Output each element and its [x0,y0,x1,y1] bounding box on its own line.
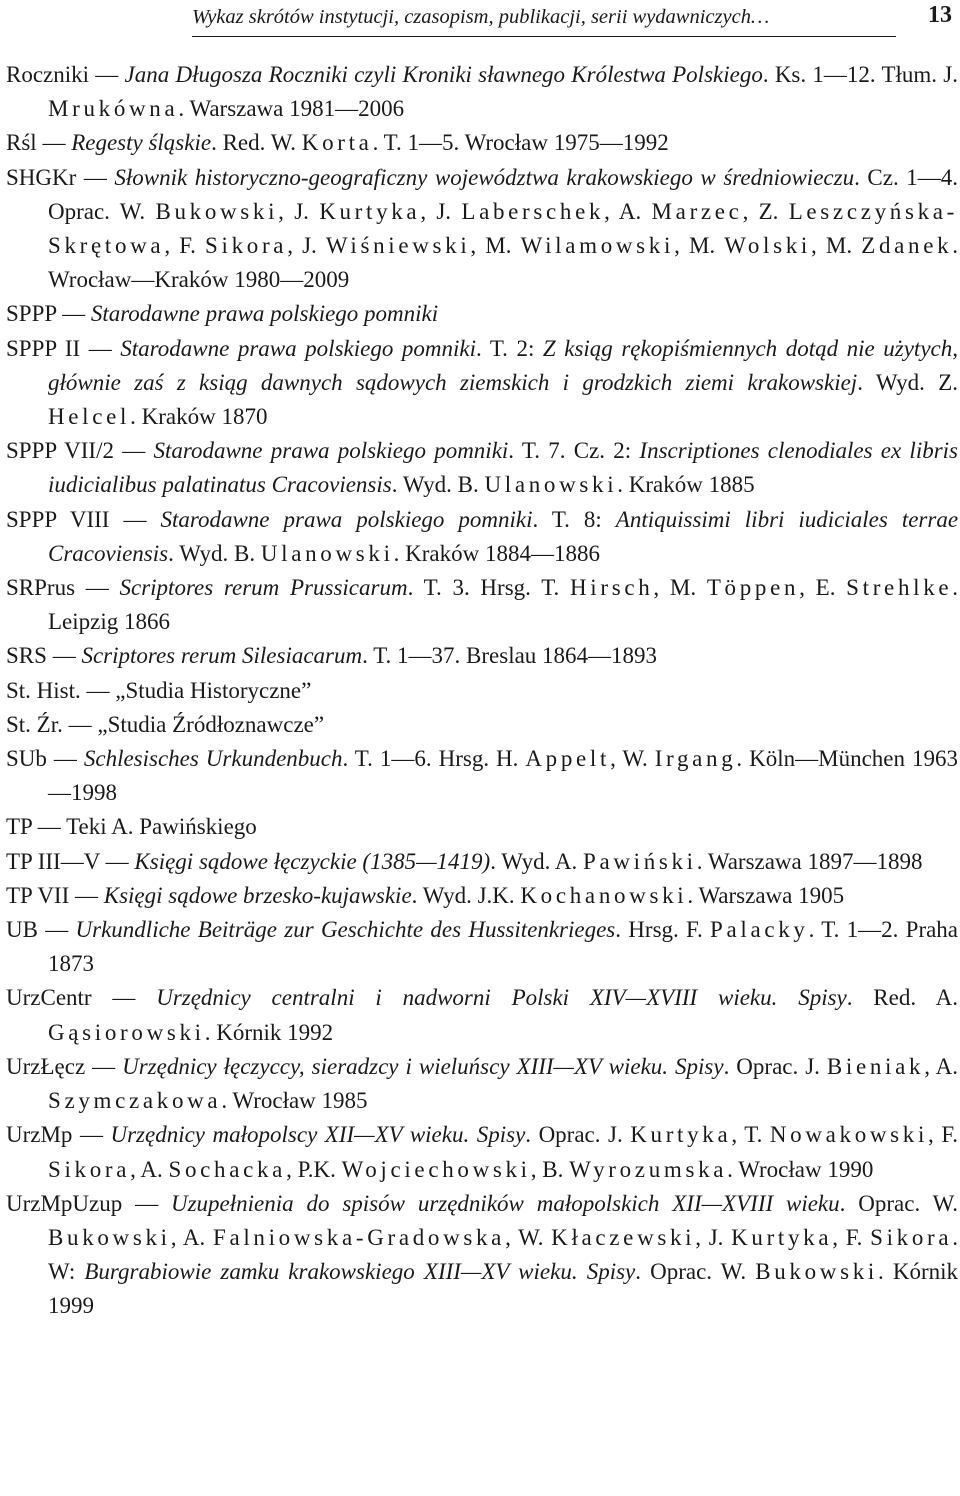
page-number: 13 [928,2,952,28]
entry-person-name: Zdanek [861,233,953,259]
entry-person-name: Bukowski [48,1224,171,1250]
entry-detail-text: . Warszawa 1981—2006 [178,96,405,122]
entry-detail-text: Teki A. Pawińskiego [66,814,257,840]
entry-detail-text: . Wrocław 1990 [727,1156,874,1182]
entry-tp [6,810,958,844]
entry-abbreviation: St. Hist. [6,677,81,703]
entry-person-name: Nowakowski [769,1122,929,1148]
entry-abbreviation: SPPP VII/2 [6,438,114,464]
entry-detail-text: . Warszawa 1897—1898 [696,848,923,874]
entry-person-name: Leszczyńska-Skrętowa [48,198,958,259]
entry-abbreviation: TP III—V [6,848,100,874]
entry-abbreviation: UrzMpUzup [6,1190,123,1216]
entry-person-name: Helcel [48,404,131,430]
entry-detail-text: , W. [610,746,655,772]
entry-dash: — [75,575,120,601]
entry-detail-text: , J. [695,1224,732,1250]
entry-title-text: Księgi sądowe łęczyckie (1385—1419) [134,848,491,874]
entry-person-name: Kłaczewski [551,1224,696,1250]
entry-detail-text: , A. [924,1053,959,1079]
entry-detail-text: „Studia Historyczne” [115,677,312,703]
entry-srs [6,639,958,673]
header-rule [192,36,896,37]
entry-title-text: Regesty śląskie [71,130,212,156]
entry-abbreviation: UrzŁęcz [6,1053,86,1079]
entry-dash: — [69,882,104,908]
entry-person-name: Wojciechowski [341,1156,531,1182]
entry-person-name: Korta [301,130,373,156]
entry-tp-iii-v [6,845,958,879]
entry-detail-text: . T. 1—37. Breslau 1864—1893 [362,643,658,669]
entry-person-name: Sikora [205,233,288,259]
entry-person-name: Sochacka [168,1156,287,1182]
entry-detail-text: . Hrsg. F. [615,917,711,943]
entry-detail-text: , T. [731,1122,770,1148]
entry-title-text: Schlesisches Urkundenbuch [83,746,343,772]
entry-person-name: Töppen [706,575,800,601]
entry-urzcentr [6,981,958,1049]
entry-title-text: Słownik historyczno-geograficzny województwa krakowskiego w średniowieczu [114,164,855,190]
entry-detail-text: . Wyd. A. [490,848,583,874]
entry-abbreviation: SPPP II [6,335,81,361]
entry-sppp-vii-2 [6,434,958,502]
entry-detail-text: . Wyd. B. [168,540,261,566]
entry-detail-text: , Z. [742,198,789,224]
entry-detail-text: , M. [810,233,862,259]
entry-dash: — [99,848,135,874]
running-head [6,0,952,42]
entry-detail-text: . T. 1—2. Praha 1873 [48,917,959,977]
entry-urzmp [6,1118,958,1186]
entry-detail-text: . Ks. 1—12. Tłum. J. [762,62,958,87]
entry-dash: — [113,438,154,464]
entry-detail-text: . Wyd. B. [391,472,485,498]
entry-person-name: Bukowski [755,1259,878,1285]
entry-detail-text: . Cz. 1—4. Oprac. W. [48,164,958,224]
entry-detail-text: , B. [530,1156,570,1182]
entry-dash: — [76,164,115,190]
entry-person-name: Gąsiorowski [48,1019,205,1045]
entry-detail-text: , M. [653,575,707,601]
entry-detail-text: . Oprac. J. [723,1053,827,1079]
entry-ub [6,913,958,981]
entry-detail-text: „Studia Źródłoznawcze” [97,711,325,737]
entry-person-name: Bieniak [826,1053,925,1079]
entry-sppp-ii [6,332,958,435]
entry-detail-text: . Köln—München 1963—1998 [48,746,958,806]
entry-person-name: Wiśniewski [325,233,471,259]
entry-title-text: Antiquissimi libri iudiciales terrae Cracoviensis [48,506,959,566]
entry-dash: — [80,677,116,703]
entry-title-text: Jana Długosza Roczniki czyli Kroniki sławnego Królestwa Polskiego [124,62,763,87]
entry-shgkr [6,161,958,298]
entry-person-name: Ulanowski [484,472,618,498]
entry-person-name: Wolski [724,233,811,259]
entry-detail-text: . Oprac. W. [635,1259,756,1285]
entry-detail-text: . Kraków 1885 [617,472,755,498]
entry-abbreviation: UB [6,917,38,943]
entry-person-name: Sikora [870,1224,953,1250]
entry-detail-text: . T. 7. Cz. 2: [508,438,640,464]
entry-title-text: Urzędnicy małopolscy XII—XV wieku. Spisy [110,1122,526,1148]
entry-person-name: Kurtyka [630,1122,732,1148]
entry-detail-text: , F. [832,1224,871,1250]
entry-dash: — [122,1190,171,1216]
entry-dash: — [91,985,157,1011]
entry-title-text: Księgi sądowe brzesko-kujawskie [103,882,412,908]
entry-detail-text: , W. [505,1224,552,1250]
entry-detail-text: . Wyd. J.K. [411,882,521,908]
entry-title-text: Urzędnicy centralni i nadworni Polski XIV—XVIII wieku. Spisy [156,985,847,1011]
entry-dash: — [109,506,161,532]
entry-urzmpuzup [6,1187,958,1324]
entry-person-name: Falniowska-Gradowska [213,1224,506,1250]
entry-detail-text: , A. [130,1156,169,1182]
entry-abbreviation: Roczniki [6,62,90,87]
entry-person-name: Mrukówna [48,96,179,122]
entry-urzlecz [6,1050,958,1118]
entry-person-name: Appelt [525,746,611,772]
entry-detail-text: . Leipzig 1866 [48,575,959,635]
entry-dash: — [37,917,76,943]
entry-dash: — [62,711,98,737]
entry-detail-text: , M. [470,233,521,259]
entry-dash: — [56,301,91,327]
entry-person-name: Palacky [710,917,809,943]
entry-roczniki [6,58,958,126]
entry-abbreviation: UrzCentr [6,985,92,1011]
entry-detail-text: , J. [278,198,320,224]
entry-tp-vii [6,879,958,913]
entry-abbreviation: St. Źr. [6,711,63,737]
entry-detail-text: , E. [799,575,847,601]
entry-detail-text: , P.K. [286,1156,342,1182]
entry-detail-text: . Wrocław 1985 [221,1088,368,1114]
entry-person-name: Kochanowski [520,882,688,908]
entry-person-name: Pawiński [582,848,697,874]
entry-detail-text: , M. [674,233,725,259]
entry-title-text: Inscriptiones clenodiales ex libris iudicialibus palatinatus Cracoviensis [48,438,959,498]
entry-detail-text: , J. [287,233,326,259]
entry-person-name: Laberschek [461,198,605,224]
entry-person-name: Szymczakowa [48,1088,222,1114]
entry-detail-text: . W: [48,1224,959,1285]
entry-abbreviation: UrzMp [6,1122,73,1148]
entry-sppp [6,297,958,331]
entry-abbreviation: SRS [6,643,47,669]
entry-detail-text: . Kraków 1870 [130,404,268,430]
entry-title-text: Scriptores rerum Prussicarum [119,575,408,601]
entry-st-hist [6,674,958,708]
entry-abbreviation: Rśl [6,130,37,156]
entry-person-name: Kurtyka [319,198,421,224]
entry-detail-text: . Oprac. J. [525,1122,631,1148]
entry-sppp-viii [6,503,958,571]
entry-person-name: Kurtyka [731,1224,833,1250]
entry-detail-text: . Red. W. [211,130,302,156]
entry-detail-text: . Kórnik 1999 [48,1259,958,1319]
entry-abbreviation: SRPrus [6,575,76,601]
entry-dash: — [46,643,82,669]
entry-person-name: Wyrozumska [569,1156,728,1182]
entry-title-text: Starodawne prawa polskiego pomniki [153,438,509,464]
abbreviation-list [6,58,958,1324]
entry-title-text: Starodawne prawa polskiego pomniki [120,335,476,361]
entry-detail-text: . T. 1—6. Hrsg. H. [342,746,526,772]
entry-detail-text: , A. [604,198,652,224]
entry-detail-text: . Kórnik 1992 [204,1019,334,1045]
entry-dash: — [85,1053,123,1079]
entry-detail-text: , F. [164,233,206,259]
entry-abbreviation: SHGKr [6,164,77,190]
entry-person-name: Ulanowski [260,540,394,566]
entry-srprus [6,571,958,639]
entry-title-text: Uzupełnienia do spisów urzędników małopolskich XII—XVIII wieku [170,1190,840,1216]
entry-person-name: Strehlke [846,575,953,601]
entry-detail-text: . T. 2: [475,335,543,361]
entry-detail-text: . Kraków 1884—1886 [393,540,600,566]
entry-abbreviation: TP [6,814,32,840]
entry-person-name: Bukowski [155,198,279,224]
entry-st-zr [6,708,958,742]
entry-title-text: Urkundliche Beiträge zur Geschichte des Hussitenkrieges [75,917,616,943]
entry-abbreviation: SPPP [6,301,57,327]
entry-dash: — [72,1122,111,1148]
entry-title-text: Starodawne prawa polskiego pomniki [160,506,533,532]
entry-detail-text: . T. 3. Hrsg. T. [407,575,571,601]
entry-detail-text: . Red. A. [846,985,959,1011]
entry-sub [6,742,958,810]
entry-dash: — [46,746,84,772]
running-title: Wykaz skrótów instytucji, czasopism, publikacji, serii wydawniczych… [192,6,770,28]
entry-title-text: Burgrabiowie zamku krakowskiego XIII—XV wieku. Spisy [84,1259,636,1285]
entry-detail-text: . Warszawa 1905 [687,882,845,908]
entry-person-name: Wilamowski [520,233,675,259]
entry-title-text: Scriptores rerum Silesiacarum [81,643,363,669]
entry-rsl [6,126,958,160]
entry-person-name: Irgang [654,746,737,772]
entry-abbreviation: SPPP VIII [6,506,110,532]
entry-dash: — [32,814,67,840]
entry-detail-text: . T. 1—5. Wrocław 1975—1992 [372,130,669,156]
entry-dash: — [36,130,72,156]
entry-abbreviation: TP VII [6,882,70,908]
entry-detail-text: , A. [170,1224,213,1250]
entry-detail-text: . Wrocław—Kraków 1980—2009 [48,233,959,293]
entry-detail-text: , J. [420,198,462,224]
entry-abbreviation: SUb [6,746,47,772]
entry-title-text: Z ksiąg rękopiśmiennych dotąd nie użytych, głównie zaś z ksiąg dawnych sądowych ziemskich i grodzkich ziemi krakowskiej [48,335,958,395]
entry-title-text: Starodawne prawa polskiego pomniki [90,301,439,327]
entry-person-name: Hirsch [570,575,654,601]
entry-dash: — [89,62,125,87]
entry-detail-text: , F. [928,1122,959,1148]
entry-title-text: Urzędnicy łęczyccy, sieradzcy i wieluńscy XIII—XV wieku. Spisy [122,1053,724,1079]
entry-person-name: Sikora [48,1156,131,1182]
entry-dash: — [80,335,121,361]
entry-detail-text: . Oprac. W. [839,1190,958,1216]
entry-detail-text: . Wyd. Z. [857,369,958,395]
entry-detail-text: . T. 8: [532,506,616,532]
entry-person-name: Marzec [651,198,743,224]
